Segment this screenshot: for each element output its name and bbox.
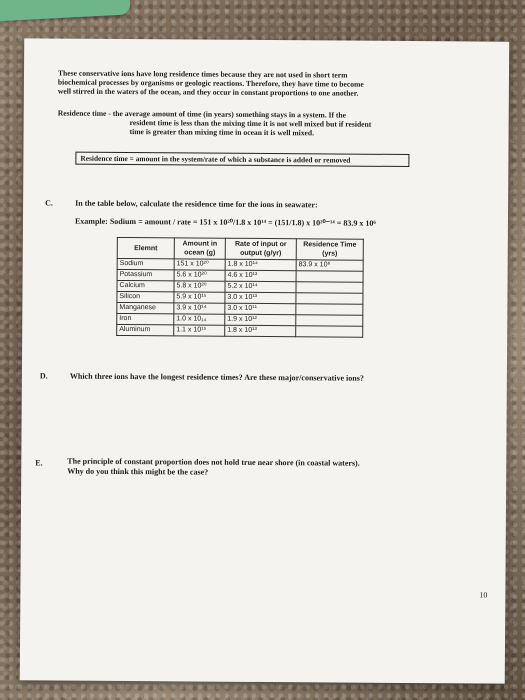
cell-amount: 1.0 x 10₁₄ [174, 314, 225, 325]
intro-line-3: well stirred in the waters of the ocean, and they occur in constant proportions to one another. [57, 86, 359, 98]
green-folder-corner [0, 0, 131, 22]
intro-line-1: These conservative ions have long residence times because they are not used in short term [57, 68, 348, 80]
cell-element: Potassium [117, 269, 174, 280]
cell-element: Aluminum [117, 324, 174, 335]
example-label: Example: [74, 216, 108, 226]
intro-paragraph [58, 69, 458, 99]
cell-amount: 5.9 x 10¹⁵ [174, 292, 225, 303]
cell-element: Iron [117, 313, 174, 324]
cell-element: Manganese [117, 302, 174, 313]
cell-residence[interactable] [296, 282, 363, 293]
section-c-letter: C. [45, 198, 53, 208]
cell-rate: 4.6 x 10¹³ [225, 270, 296, 281]
cell-element: Silicon [117, 291, 174, 302]
cell-element: Calcium [117, 280, 174, 291]
formula-term: Residence time [80, 153, 128, 164]
section-d-question: Which three ions have the longest residence times? Are these major/conservative ions? [69, 371, 364, 383]
cell-rate: 5.2 x 10¹⁴ [225, 281, 296, 292]
cell-element: Sodium [117, 258, 174, 269]
section-e-line-2: Why do you think this might be the case? [67, 466, 209, 477]
cell-residence[interactable] [296, 293, 363, 304]
definition-line-1: - the average amount of time (in years) something stays in a system. If the [106, 108, 347, 120]
cell-amount: 151 x 10²⁰ [174, 259, 225, 270]
cell-amount: 1.1 x 10¹⁵ [174, 325, 225, 336]
cell-residence[interactable] [296, 304, 363, 315]
section-e-letter: E. [35, 458, 43, 468]
table-header-row [117, 237, 363, 260]
definition-line-2: resident time is less than the mixing time it is not well mixed but if resident [129, 118, 372, 129]
cell-amount: 5.6 x 10²⁰ [174, 270, 225, 281]
table-row [117, 324, 363, 337]
example-line [75, 217, 376, 228]
header-element: Elemnt [117, 237, 174, 258]
formula-text: = amount in the system/rate of which a substance is added or removed [127, 154, 351, 165]
section-e-line-1: The principle of constant proportion does not hold true near shore (in coastal waters). [67, 456, 360, 468]
residence-time-definition [58, 109, 458, 139]
header-rate: Rate of input or output (g/yr) [225, 238, 296, 259]
cell-amount: 5.8 x 10²⁰ [174, 281, 225, 292]
worksheet-page [20, 38, 509, 683]
definition-line-3: time is greater than mixing time in ocean it is well mixed. [129, 127, 315, 138]
section-d-letter: D. [39, 371, 48, 381]
formula-box [75, 152, 409, 167]
section-e-question [67, 457, 487, 480]
cell-rate: 3.0 x 10¹¹ [225, 303, 296, 314]
header-amount: Amount in ocean (g) [174, 238, 225, 259]
intro-line-2: biochemical processes by organisms or geologic reactions. Therefore, they have time to become [57, 77, 364, 89]
page-number: 10 [479, 590, 488, 600]
cell-amount: 3.9 x 10¹⁴ [174, 303, 225, 314]
residence-time-table [116, 237, 364, 338]
cell-residence[interactable] [296, 271, 363, 282]
cell-residence[interactable] [296, 315, 363, 326]
definition-term: Residence time [57, 108, 107, 118]
cell-rate: 1.9 x 10¹² [225, 314, 296, 325]
cell-rate: 1.8 x 10¹⁴ [225, 259, 296, 270]
example-calculation: Sodium = amount / rate = 151 x 10²⁰/1.8 x 10¹⁴ = (151/1.8) x 10²⁰⁻¹⁴ = 83.9 x 10⁶ [107, 216, 376, 228]
header-residence: Residence Time (yrs) [296, 239, 363, 260]
cell-residence[interactable] [296, 326, 363, 337]
cell-rate: 3.0 x 10¹³ [225, 292, 296, 303]
cell-rate: 1.8 x 10¹³ [225, 325, 296, 336]
cell-residence[interactable]: 83.9 x 10⁶ [296, 260, 363, 271]
section-c-prompt: In the table below, calculate the residence time for the ions in seawater: [75, 198, 318, 210]
